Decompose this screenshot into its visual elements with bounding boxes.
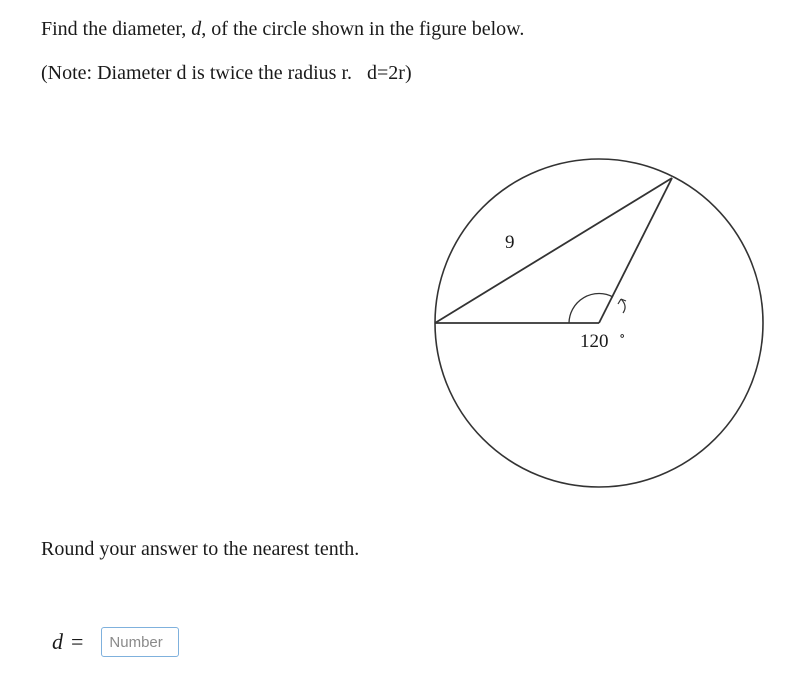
answer-variable: d [52,629,63,654]
question-text-end: , of the circle shown in the figure below. [201,18,525,40]
equals-sign: = [71,629,84,654]
chord-length-label: 9 [505,232,515,253]
angle-arrow-icon [618,299,626,313]
degree-symbol: ∘ [619,328,626,343]
question-note: (Note: Diameter d is twice the radius r. d=2r) [41,62,412,84]
round-instruction: Round your answer to the nearest tenth. [41,538,360,560]
angle-value-label: 120 [580,331,609,352]
answer-row [52,625,179,659]
question-text-start: Find the diameter, [41,18,192,40]
answer-input[interactable] [101,627,179,657]
diameter-variable: d [191,18,202,40]
